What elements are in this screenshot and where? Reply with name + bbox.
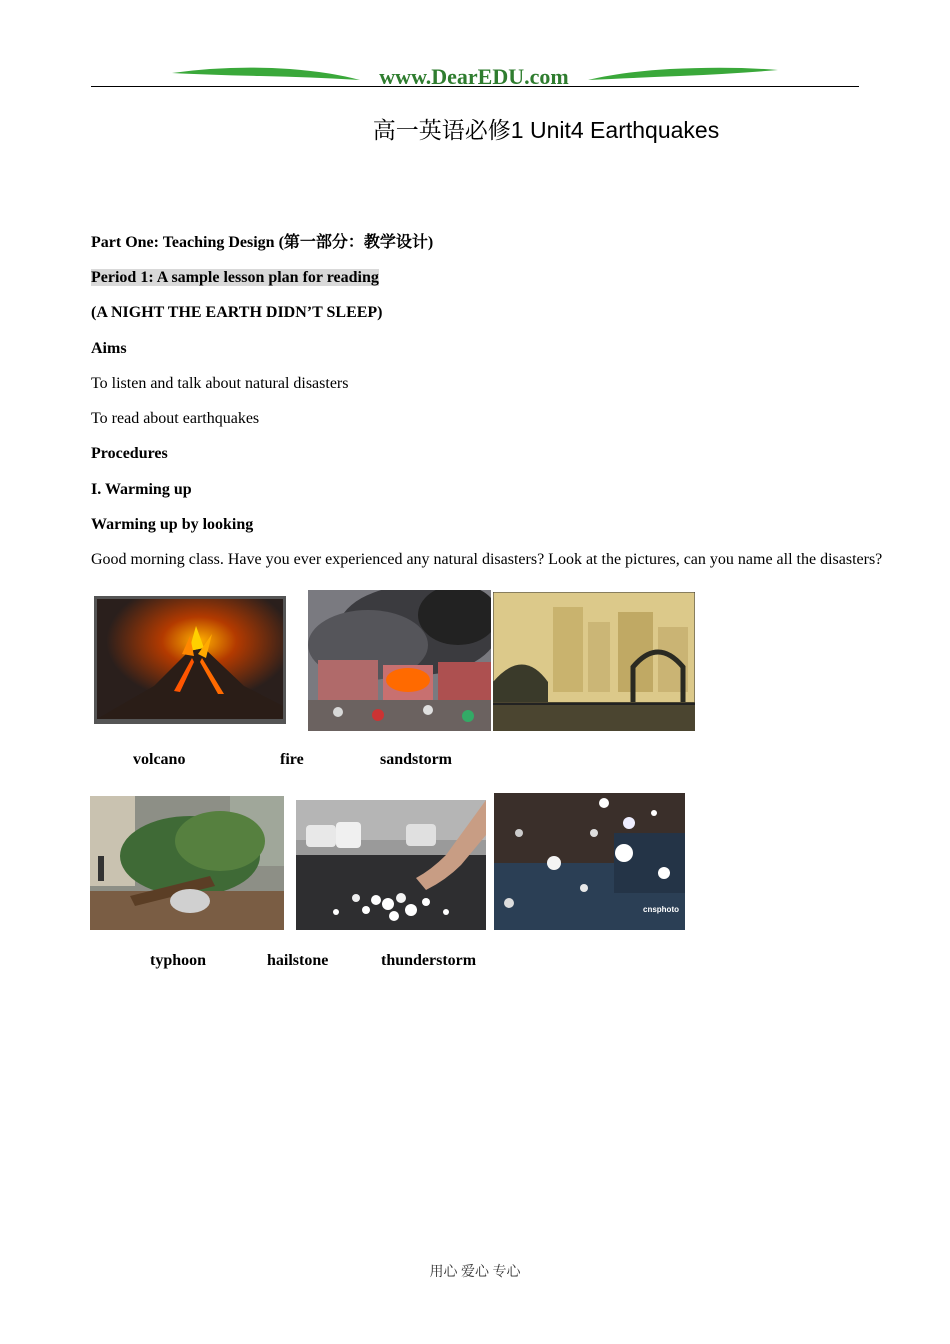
- caption-volcano: volcano: [133, 751, 186, 768]
- aim-item: To read about earthquakes: [91, 410, 260, 427]
- hailstone-photo: [296, 800, 486, 930]
- period-heading: Period 1: A sample lesson plan for reading: [91, 269, 379, 286]
- section-heading: I. Warming up: [91, 481, 192, 498]
- lesson-subtitle: (A NIGHT THE EARTH DIDN’T SLEEP): [91, 304, 383, 321]
- caption-fire: fire: [280, 751, 304, 768]
- aims-heading: Aims: [91, 340, 127, 357]
- caption-thunderstorm: thunderstorm: [381, 952, 477, 969]
- part-heading: Part One: Teaching Design (第一部分：教学设计): [91, 234, 434, 251]
- site-logo-text: www.DearEDU.com: [379, 64, 569, 89]
- intro-paragraph: Good morning class. Have you ever experienced any natural disasters? Look at the pictures, can you name all the disasters?: [91, 551, 883, 568]
- volcano-photo: [94, 596, 286, 724]
- thunderstorm-photo: [494, 793, 685, 930]
- subsection-heading: Warming up by looking: [91, 516, 254, 533]
- photo-watermark: cnsphoto: [643, 905, 679, 914]
- site-logo: [170, 60, 780, 92]
- page-footer: 用心 爱心 专心: [429, 1265, 521, 1280]
- fire-photo: [308, 590, 491, 731]
- caption-typhoon: typhoon: [150, 952, 207, 969]
- aim-item: To listen and talk about natural disasters: [91, 375, 349, 392]
- page-title: 高一英语必修1 Unit4 Earthquakes: [372, 117, 720, 143]
- caption-hailstone: hailstone: [267, 952, 329, 969]
- caption-sandstorm: sandstorm: [380, 751, 453, 768]
- procedures-heading: Procedures: [91, 445, 168, 462]
- typhoon-photo: [90, 796, 284, 930]
- sandstorm-photo: [493, 592, 695, 731]
